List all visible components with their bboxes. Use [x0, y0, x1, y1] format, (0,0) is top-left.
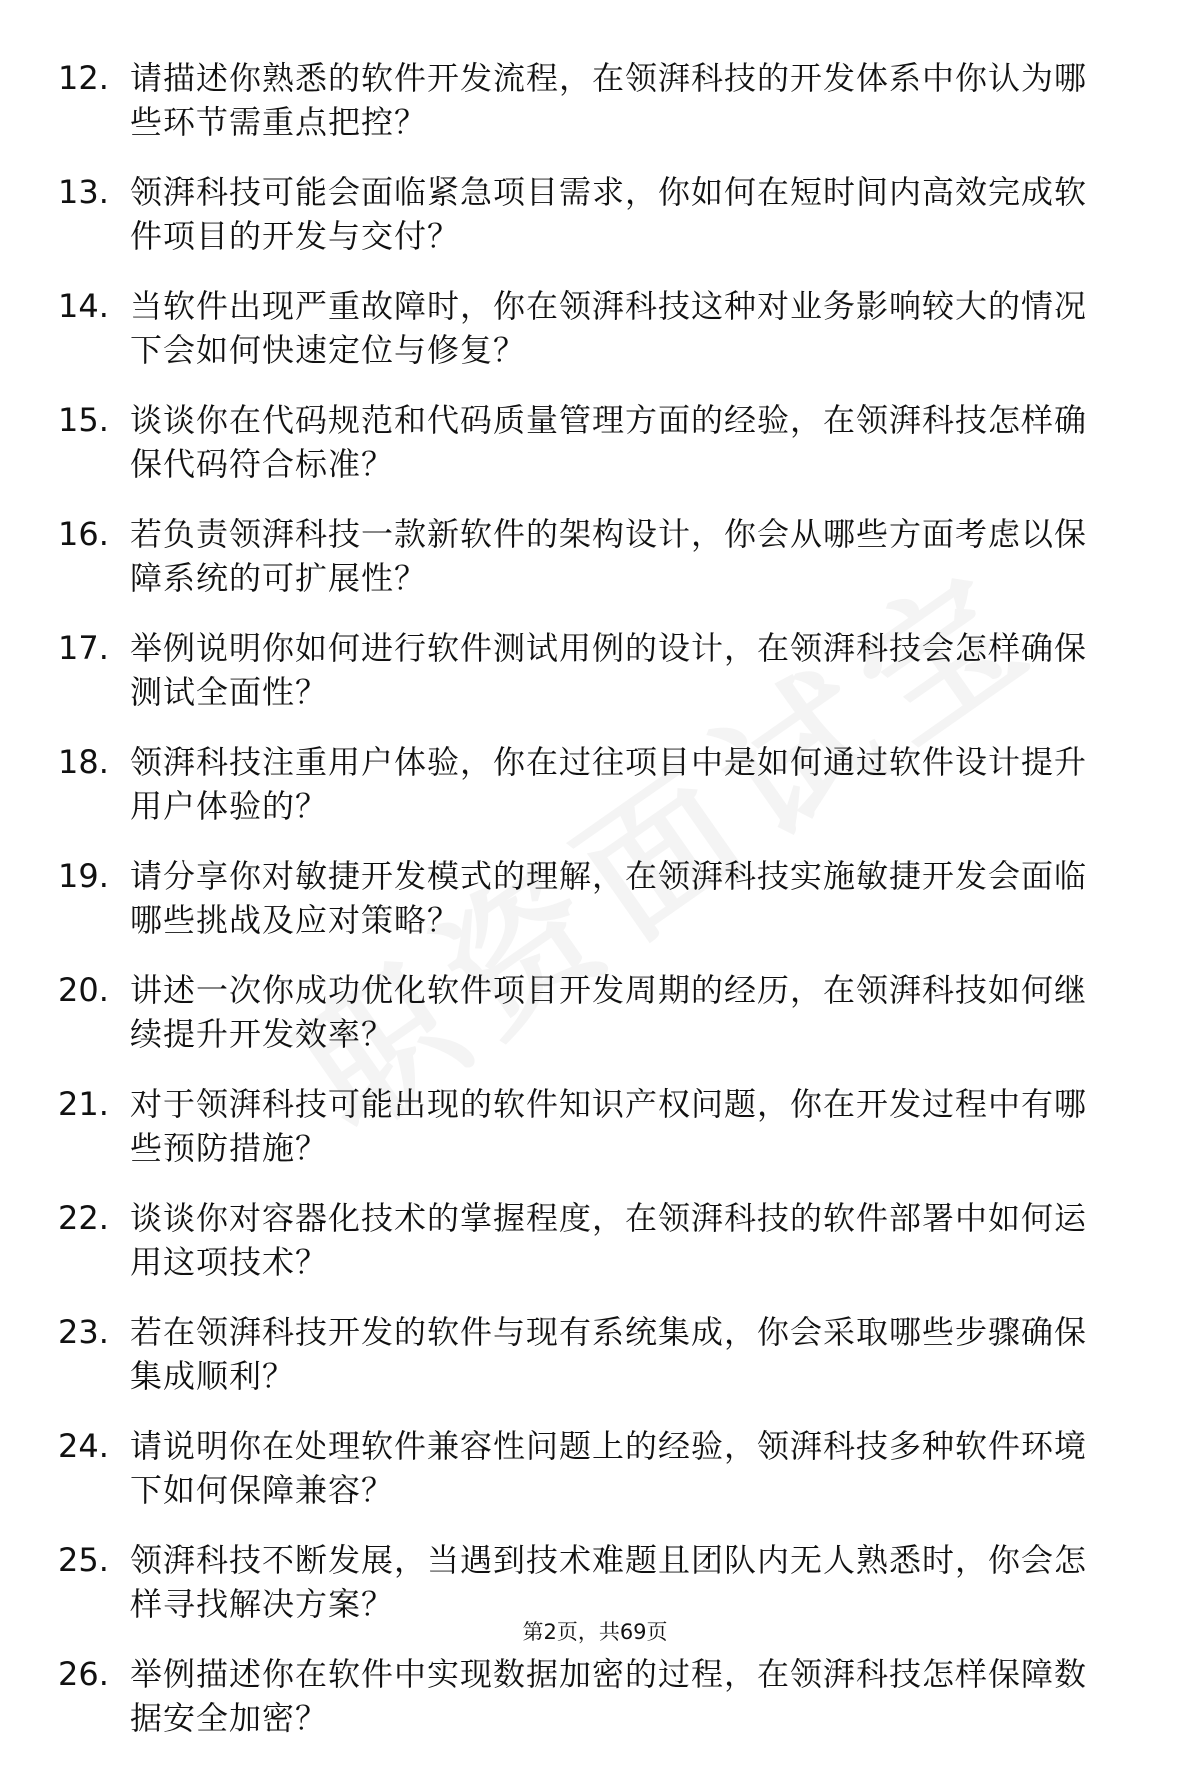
question-text: 谈谈你对容器化技术的掌握程度，在领湃科技的软件部署中如何运用这项技术？ [130, 1199, 1088, 1281]
question-number: 12. [58, 59, 109, 97]
question-text: 请描述你熟悉的软件开发流程，在领湃科技的开发体系中你认为哪些环节需重点把控？ [130, 59, 1088, 141]
question-number: 23. [58, 1313, 109, 1351]
question-item [58, 1310, 1118, 1398]
question-text: 对于领湃科技可能出现的软件知识产权问题，你在开发过程中有哪些预防措施？ [130, 1085, 1088, 1167]
question-text: 当软件出现严重故障时，你在领湃科技这种对业务影响较大的情况下会如何快速定位与修复？ [130, 287, 1088, 369]
question-list [58, 56, 1118, 1766]
question-item [58, 968, 1118, 1056]
question-text: 谈谈你在代码规范和代码质量管理方面的经验，在领湃科技怎样确保代码符合标准？ [130, 401, 1088, 483]
question-item [58, 512, 1118, 600]
question-number: 25. [58, 1541, 109, 1579]
question-text: 若在领湃科技开发的软件与现有系统集成，你会采取哪些步骤确保集成顺利？ [130, 1313, 1088, 1395]
question-number: 18. [58, 743, 109, 781]
question-number: 21. [58, 1085, 109, 1123]
question-number: 17. [58, 629, 109, 667]
question-item [58, 56, 1118, 144]
question-number: 20. [58, 971, 109, 1009]
question-text: 举例描述你在软件中实现数据加密的过程，在领湃科技怎样保障数据安全加密？ [130, 1655, 1088, 1737]
question-text: 请说明你在处理软件兼容性问题上的经验，领湃科技多种软件环境下如何保障兼容？ [130, 1427, 1088, 1509]
question-item [58, 284, 1118, 372]
question-item [58, 1196, 1118, 1284]
question-text: 领湃科技注重用户体验，你在过往项目中是如何通过软件设计提升用户体验的？ [130, 743, 1088, 825]
question-text: 若负责领湃科技一款新软件的架构设计，你会从哪些方面考虑以保障系统的可扩展性？ [130, 515, 1088, 597]
question-text: 讲述一次你成功优化软件项目开发周期的经历，在领湃科技如何继续提升开发效率？ [130, 971, 1088, 1053]
question-text: 举例说明你如何进行软件测试用例的设计，在领湃科技会怎样确保测试全面性？ [130, 629, 1088, 711]
question-number: 26. [58, 1655, 109, 1693]
question-text: 领湃科技不断发展，当遇到技术难题且团队内无人熟悉时，你会怎样寻找解决方案？ [130, 1541, 1088, 1623]
question-item [58, 740, 1118, 828]
question-item [58, 1424, 1118, 1512]
question-number: 22. [58, 1199, 109, 1237]
question-text: 请分享你对敏捷开发模式的理解，在领湃科技实施敏捷开发会面临哪些挑战及应对策略？ [130, 857, 1088, 939]
question-text: 领湃科技可能会面临紧急项目需求，你如何在短时间内高效完成软件项目的开发与交付？ [130, 173, 1088, 255]
question-item [58, 398, 1118, 486]
question-item [58, 626, 1118, 714]
question-item [58, 1652, 1118, 1740]
question-item [58, 1538, 1118, 1626]
question-number: 13. [58, 173, 109, 211]
page-number-label: 第2页，共69页 [522, 1620, 668, 1644]
page-footer [0, 1616, 1190, 1646]
question-number: 16. [58, 515, 109, 553]
question-number: 14. [58, 287, 109, 325]
question-item [58, 170, 1118, 258]
question-number: 15. [58, 401, 109, 439]
question-item [58, 854, 1118, 942]
question-item [58, 1082, 1118, 1170]
question-number: 24. [58, 1427, 109, 1465]
question-number: 19. [58, 857, 109, 895]
